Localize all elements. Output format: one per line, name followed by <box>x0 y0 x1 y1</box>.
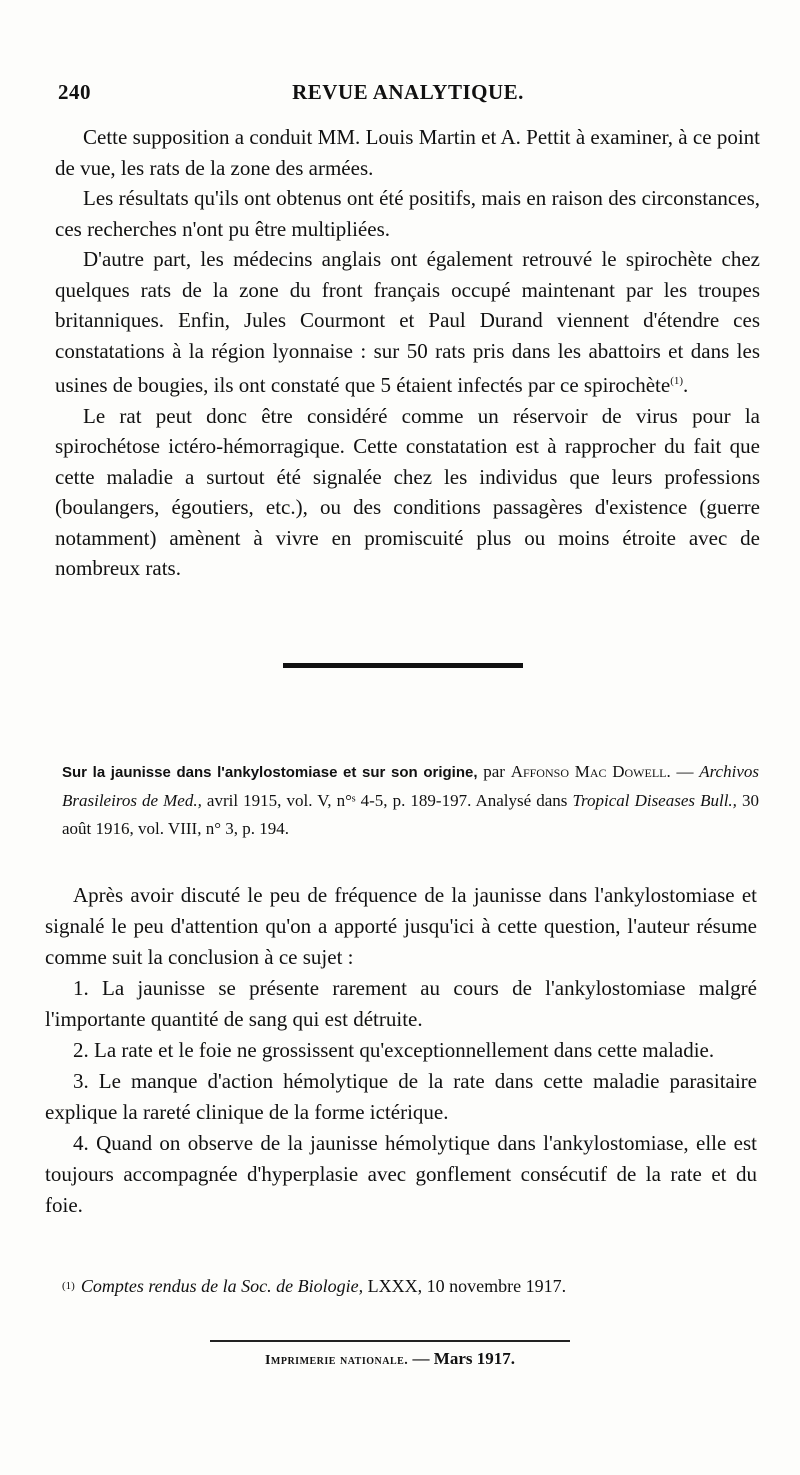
body-section-2 <box>45 880 757 1221</box>
paragraph <box>55 244 760 401</box>
paragraph-end: . <box>683 373 689 397</box>
conclusion-item: 3. Le manque d'action hémolytique de la rate dans cette maladie parasitaire explique la rareté clinique de la forme ictérique. <box>45 1069 757 1124</box>
imprint <box>210 1349 570 1369</box>
conclusion-item: 1. La jaunisse se présente rarement au cours de l'ankylostomiase malgré l'importante quantité de sang qui est détruite. <box>45 976 757 1031</box>
conclusion-item: 4. Quand on observe de la jaunisse hémolytique dans l'ankylostomiase, elle est toujours accompagnée d'hyperplasie avec gonflement consécutif de la rate et du foie. <box>45 1131 757 1217</box>
abstract-citation <box>62 758 759 843</box>
citation-title: Sur la jaunisse dans l'ankylostomiase et sur son origine, <box>62 764 478 781</box>
footnote-marker: (1) <box>62 1280 75 1292</box>
citation-by: par <box>477 762 511 781</box>
footnote-details: LXXX, 10 novembre 1917. <box>363 1276 567 1296</box>
conclusion-item: 2. La rate et le foie ne grossissent qu'exceptionnellement dans cette maladie. <box>73 1038 715 1062</box>
page-number: 240 <box>58 80 91 104</box>
footnote <box>62 1274 762 1298</box>
paragraph: Les résultats qu'ils ont obtenus ont été positifs, mais en raison des circonstances, ces recherches n'ont pu être multipliées. <box>55 186 760 241</box>
imprint-rule <box>210 1340 570 1342</box>
imprint-printer: Imprimerie nationale. <box>264 1353 409 1368</box>
citation-details-2: 30 août 1916, vol. VIII, n° 3, p. 194. <box>62 791 759 838</box>
paragraph-text: D'autre part, les médecins anglais ont également retrouvé le spirochète chez quelques rats de la zone du front français occupé maintenant par les troupes britanniques. Enfin, Jules Courmont et Paul Durand viennent d'étendre ces constatations à la région lyonnaise : sur 50 rats pris dans les abattoirs et dans les usines de bougies, ils ont constaté que 5 étaient infectés par ce spirochète <box>55 247 760 397</box>
imprint-date: — Mars 1917. <box>408 1349 516 1368</box>
body-section-1 <box>55 122 760 584</box>
running-title: REVUE ANALYTIQUE. <box>292 80 524 104</box>
footnote-reference: (1) <box>670 375 684 387</box>
citation-dash: — <box>670 762 700 781</box>
paragraph: Cette supposition a conduit MM. Louis Martin et A. Pettit à examiner, à ce point de vue, les rats de la zone des armées. <box>55 125 760 180</box>
paragraph: Le rat peut donc être considéré comme un réservoir de virus pour la spirochétose ictéro-hémorragique. Cette constatation est à rapprocher du fait que cette maladie a surtout été signalée chez les individus que leurs professions (boulangers, égoutiers, etc.), ou des conditions passagères d'existence (guerre notamment) amènent à vivre en promiscuité plus ou moins étroite avec de nombreux rats. <box>55 403 760 580</box>
footnote-source: Comptes rendus de la Soc. de Biologie, <box>80 1276 364 1296</box>
citation-journal-2: Tropical Diseases Bull., <box>572 791 737 810</box>
citation-author: Affonso Mac Dowell. <box>510 762 671 781</box>
citation-details: avril 1915, vol. V, n°ˢ 4-5, p. 189-197. Analysé dans <box>201 791 573 810</box>
section-divider <box>283 663 523 668</box>
paragraph: Après avoir discuté le peu de fréquence de la jaunisse dans l'ankylostomiase et signalé le peu d'attention qu'on a apporté jusqu'ici à cette question, l'auteur résume comme suit la conclusion à ce sujet : <box>45 883 757 969</box>
citation-journal: Archivos Brasileiros de Med., <box>62 762 759 810</box>
